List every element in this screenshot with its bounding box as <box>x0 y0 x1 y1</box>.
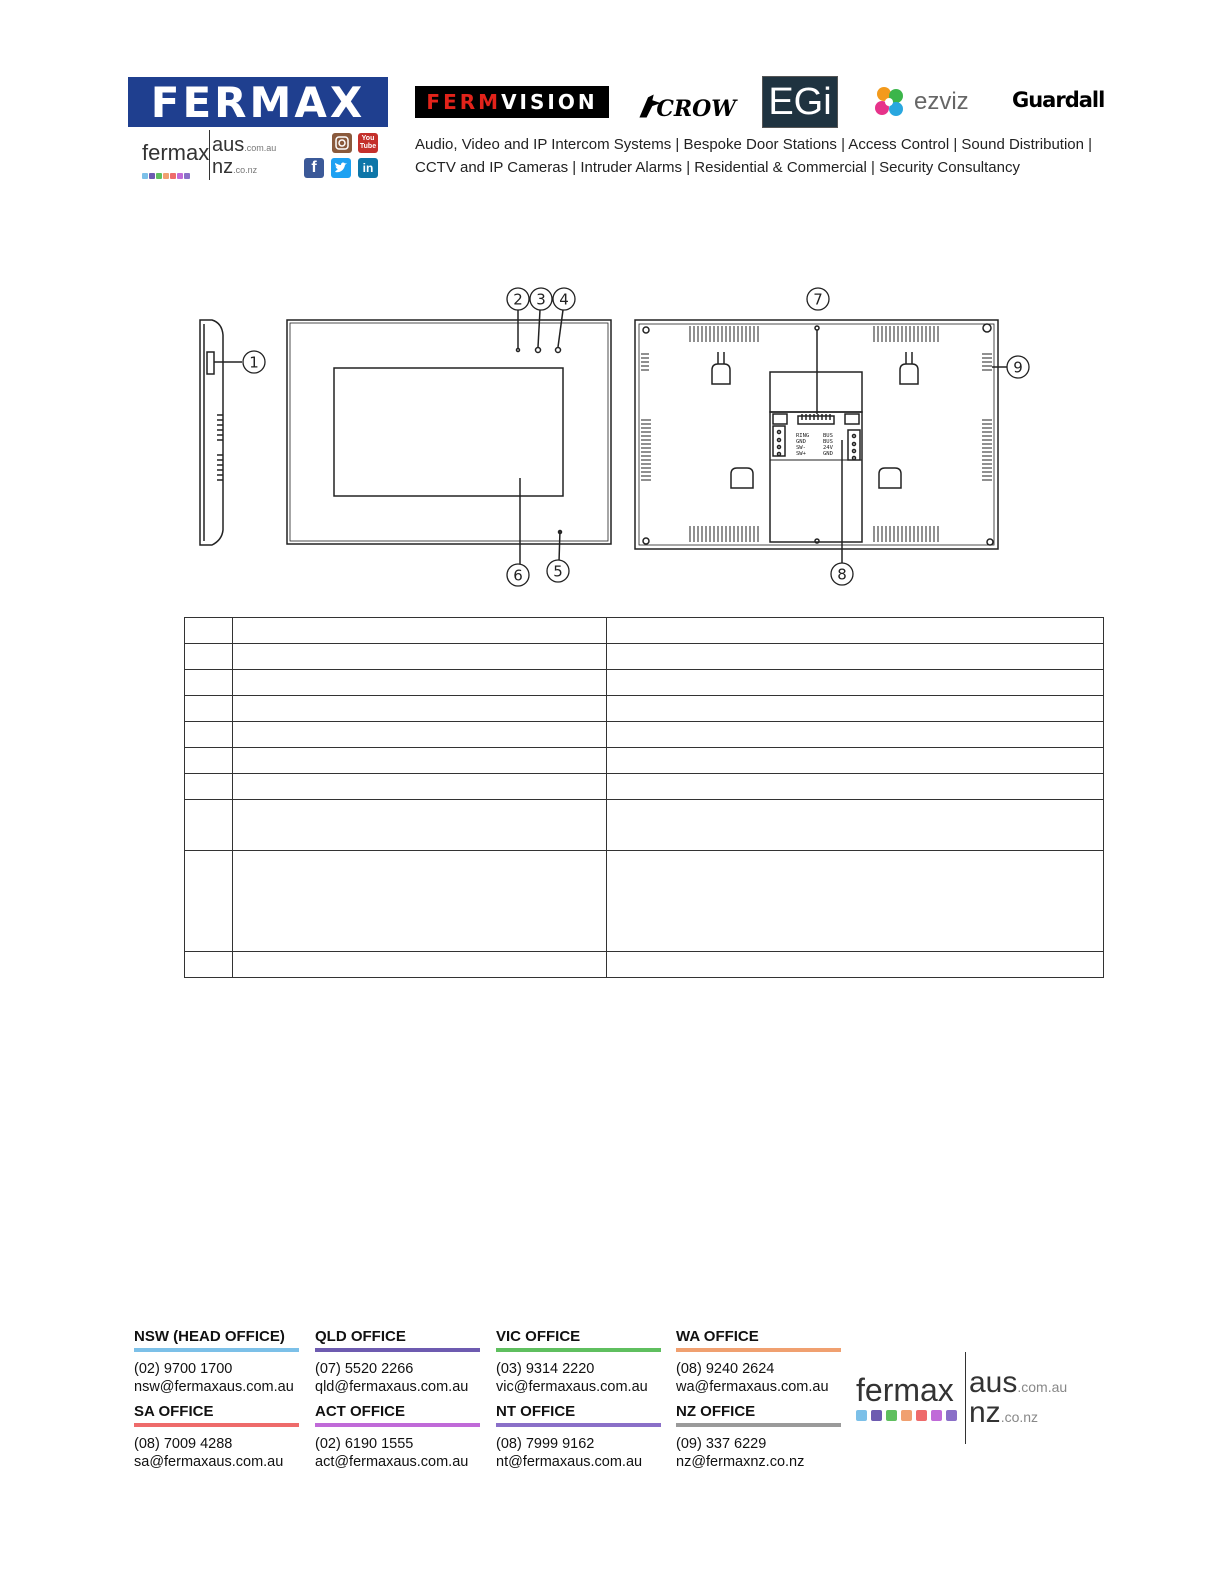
terminal-label-left-1: RING <box>796 433 810 439</box>
ezviz-logo <box>872 84 976 120</box>
table-cell <box>606 774 1103 800</box>
office-rule <box>315 1348 480 1352</box>
linkedin-icon[interactable] <box>358 158 378 178</box>
footer-brand-aus: aus <box>969 1366 1018 1399</box>
rear-view <box>635 320 1008 563</box>
footer-brand-word: fermax <box>856 1372 954 1408</box>
callout-5: 5 <box>553 562 563 581</box>
parts-table <box>184 617 1104 978</box>
office-title: NSW (HEAD OFFICE) <box>134 1328 285 1345</box>
table-cell <box>232 774 606 800</box>
twitter-icon[interactable] <box>331 158 351 178</box>
table-cell <box>232 618 606 644</box>
office-act <box>315 1403 480 1471</box>
table-cell <box>232 952 606 978</box>
office-phone: (02) 9700 1700 <box>134 1361 233 1377</box>
facebook-icon-label: f <box>311 159 317 176</box>
office-email[interactable]: nz@fermaxnz.co.nz <box>676 1454 805 1470</box>
office-rule <box>134 1348 299 1352</box>
table-cell <box>232 696 606 722</box>
table-cell <box>185 952 233 978</box>
office-phone: (03) 9314 2220 <box>496 1361 595 1377</box>
crow-logo <box>638 84 736 124</box>
side-view <box>200 320 242 545</box>
table-cell <box>232 851 606 952</box>
table-cell <box>606 851 1103 952</box>
brand-nz-tld: .co.nz <box>233 165 258 175</box>
office-email[interactable]: vic@fermaxaus.com.au <box>496 1379 648 1395</box>
office-rule <box>496 1423 661 1427</box>
terminal-label-right-2: BUS <box>823 439 833 445</box>
office-email[interactable]: nsw@fermaxaus.com.au <box>134 1379 294 1395</box>
table-cell <box>185 851 233 952</box>
brand-color-dots <box>142 166 191 184</box>
terminal-label-left-4: SW+ <box>796 451 806 457</box>
table-cell <box>606 722 1103 748</box>
office-rule <box>676 1348 841 1352</box>
table-cell <box>185 722 233 748</box>
terminal-labels <box>796 433 834 457</box>
footer-brand-dots <box>856 1410 957 1421</box>
tagline-line-2: CCTV and IP Cameras | Intruder Alarms | Residential & Commercial | Security Consultancy <box>415 159 1020 176</box>
table-cell <box>185 670 233 696</box>
linkedin-icon-label: in <box>362 161 374 175</box>
office-phone: (02) 6190 1555 <box>315 1436 414 1452</box>
table-row <box>185 618 1104 644</box>
table-cell <box>606 800 1103 851</box>
office-rule <box>315 1423 480 1427</box>
office-phone: (08) 7999 9162 <box>496 1436 595 1452</box>
footer-brand-aus-tld: .com.au <box>1017 1379 1068 1395</box>
table-cell <box>232 748 606 774</box>
table-row <box>185 800 1104 851</box>
office-title: SA OFFICE <box>134 1403 214 1420</box>
office-title: NZ OFFICE <box>676 1403 756 1420</box>
table-cell <box>232 722 606 748</box>
office-sa <box>134 1403 299 1471</box>
office-vic <box>496 1328 661 1396</box>
brand-aus: aus <box>212 134 245 156</box>
office-phone: (08) 7009 4288 <box>134 1436 233 1452</box>
table-row <box>185 670 1104 696</box>
table-cell <box>232 670 606 696</box>
terminal-label-left-3: SW- <box>796 445 806 451</box>
youtube-icon[interactable] <box>358 133 378 153</box>
table-cell <box>606 748 1103 774</box>
office-email[interactable]: qld@fermaxaus.com.au <box>315 1379 469 1395</box>
office-rule <box>676 1423 841 1427</box>
ezviz-logo-text: ezviz <box>914 88 969 115</box>
crow-logo-text: CROW <box>656 96 736 122</box>
terminal-label-right-4: GND <box>823 451 833 457</box>
table-row <box>185 748 1104 774</box>
brand-nz: nz <box>212 156 234 178</box>
office-email[interactable]: nt@fermaxaus.com.au <box>496 1454 643 1470</box>
table-cell <box>185 618 233 644</box>
callout-7: 7 <box>813 290 823 309</box>
office-phone: (08) 9240 2624 <box>676 1361 775 1377</box>
youtube-icon-label: You Tube <box>359 135 377 150</box>
table-row <box>185 722 1104 748</box>
footer-brand-nz: nz <box>969 1396 1001 1429</box>
callout-4: 4 <box>559 290 569 309</box>
footer-brand-nz-tld: .co.nz <box>1000 1409 1039 1425</box>
office-title: NT OFFICE <box>496 1403 576 1420</box>
office-phone: (07) 5520 2266 <box>315 1361 414 1377</box>
fermvision-logo-ferm: FERM <box>426 90 502 114</box>
brand-word: fermax <box>142 140 210 165</box>
fermvision-logo <box>415 86 609 118</box>
office-nt <box>496 1403 661 1471</box>
brand-aus-tld: .com.au <box>244 143 277 153</box>
table-row <box>185 644 1104 670</box>
office-title: WA OFFICE <box>676 1328 759 1345</box>
table-row <box>185 851 1104 952</box>
egi-logo: EGi <box>762 76 838 128</box>
guardall-logo: Guardall <box>1012 88 1105 112</box>
table-cell <box>606 644 1103 670</box>
office-rule <box>496 1348 661 1352</box>
terminal-label-right-3: 24V <box>823 445 833 451</box>
fermax-aus-nz-logo-header <box>142 130 292 180</box>
callout-8: 8 <box>837 565 847 584</box>
office-title: QLD OFFICE <box>315 1328 406 1345</box>
callout-2: 2 <box>513 290 523 309</box>
office-qld <box>315 1328 480 1396</box>
office-email[interactable]: wa@fermaxaus.com.au <box>676 1379 829 1395</box>
table-cell <box>232 644 606 670</box>
table-cell <box>185 774 233 800</box>
table-cell <box>185 696 233 722</box>
office-phone: (09) 337 6229 <box>676 1436 767 1452</box>
office-rule <box>134 1423 299 1427</box>
table-cell <box>606 618 1103 644</box>
table-row <box>185 952 1104 978</box>
front-view <box>287 310 611 565</box>
fermax-logo: FERMAX <box>128 77 388 127</box>
callout-1: 1 <box>249 353 259 372</box>
table-cell <box>232 800 606 851</box>
callout-6: 6 <box>513 566 523 585</box>
table-cell <box>606 952 1103 978</box>
table-cell <box>185 800 233 851</box>
office-wa <box>676 1328 841 1396</box>
table-cell <box>185 748 233 774</box>
table-row <box>185 774 1104 800</box>
terminal-label-left-2: GND <box>796 439 806 445</box>
office-email[interactable]: sa@fermaxaus.com.au <box>134 1454 284 1470</box>
fermax-aus-nz-logo-footer <box>856 1352 1086 1444</box>
tagline-line-1: Audio, Video and IP Intercom Systems | Bespoke Door Stations | Access Control | Sound Distribution | <box>415 136 1093 153</box>
table-cell <box>185 644 233 670</box>
facebook-icon[interactable] <box>304 158 324 178</box>
table-row <box>185 696 1104 722</box>
table-cell <box>606 696 1103 722</box>
terminal-label-right-1: BUS <box>823 433 833 439</box>
office-title: VIC OFFICE <box>496 1328 581 1345</box>
table-cell <box>606 670 1103 696</box>
instagram-icon[interactable] <box>332 133 352 153</box>
monitor-diagram <box>190 280 1040 590</box>
fermvision-logo-vision: VISION <box>501 90 598 114</box>
ezviz-flower-icon <box>872 84 908 120</box>
callout-3: 3 <box>536 290 546 309</box>
office-nsw <box>134 1328 299 1396</box>
office-nz <box>676 1403 841 1471</box>
callout-9: 9 <box>1013 358 1023 377</box>
office-title: ACT OFFICE <box>315 1403 405 1420</box>
office-email[interactable]: act@fermaxaus.com.au <box>315 1454 469 1470</box>
